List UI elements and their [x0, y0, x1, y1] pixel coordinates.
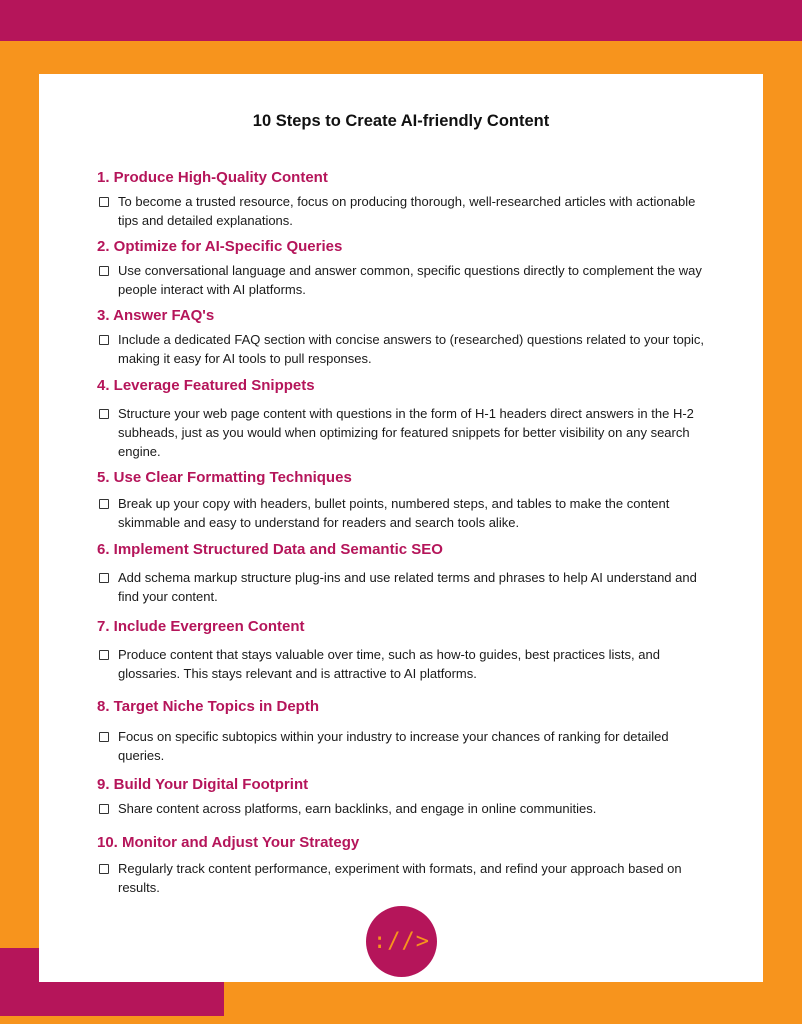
checkbox-icon: [99, 335, 109, 345]
checkbox-icon: [99, 864, 109, 874]
step-text: Include a dedicated FAQ section with concise answers to (researched) questions related to your topic, making it easy for AI tools to pull responses.: [118, 332, 705, 366]
step-heading: 5. Use Clear Formatting Techniques: [97, 469, 352, 486]
checkbox-icon: [99, 573, 109, 583]
checkbox-icon: [99, 499, 109, 509]
step-item: [97, 727, 707, 765]
step-text: Add schema markup structure plug-ins and use related terms and phrases to help AI understand and find your content.: [118, 570, 697, 604]
step-4: [97, 376, 707, 461]
step-item: [97, 568, 707, 606]
step-1: [97, 168, 707, 230]
step-item: [97, 799, 707, 818]
code-logo-icon: [366, 906, 437, 977]
step-text: Use conversational language and answer common, specific questions directly to complement the way people interact with AI platforms.: [118, 263, 702, 297]
step-text: To become a trusted resource, focus on producing thorough, well-researched articles with actionable tips and detailed explanations.: [118, 194, 696, 228]
step-text: Break up your copy with headers, bullet points, numbered steps, and tables to make the content skimmable and easy to understand for readers and search tools alike.: [118, 496, 670, 530]
step-6: [97, 540, 707, 606]
step-5: [97, 468, 707, 532]
step-text: Focus on specific subtopics within your industry to increase your chances of ranking for detailed queries.: [118, 729, 669, 763]
step-8: [97, 697, 707, 765]
step-heading: 10. Monitor and Adjust Your Strategy: [97, 834, 360, 851]
step-heading: 9. Build Your Digital Footprint: [97, 776, 309, 793]
step-text: Structure your web page content with questions in the form of H-1 headers direct answers in the H-2 subheads, just as you would when optimizing for featured snippets for better visibility on any search engine.: [118, 406, 694, 459]
step-10: [97, 833, 707, 897]
step-item: [97, 330, 707, 368]
step-heading: 4. Leverage Featured Snippets: [97, 377, 315, 394]
checkbox-icon: [99, 197, 109, 207]
top-magenta-band: [0, 0, 802, 41]
step-7: [97, 617, 707, 683]
page-title: 10 Steps to Create AI-friendly Content: [252, 112, 550, 130]
checkbox-icon: [99, 650, 109, 660]
step-text: Share content across platforms, earn backlinks, and engage in online communities.: [118, 801, 597, 816]
step-item: [97, 494, 707, 532]
step-heading: 3. Answer FAQ's: [97, 307, 215, 324]
step-text: Produce content that stays valuable over time, such as how-to guides, best practices lists, and glossaries. This stays relevant and is attractive to AI platforms.: [118, 647, 660, 681]
step-item: [97, 645, 707, 683]
step-text: Regularly track content performance, experiment with formats, and refind your approach based on results.: [118, 861, 682, 895]
step-3: [97, 306, 707, 368]
content-card: [39, 74, 763, 982]
step-heading: 8. Target Niche Topics in Depth: [97, 698, 319, 715]
step-item: [97, 261, 707, 299]
step-item: [97, 859, 707, 897]
step-heading: 7. Include Evergreen Content: [97, 618, 305, 635]
checkbox-icon: [99, 409, 109, 419]
step-heading: 6. Implement Structured Data and Semantic SEO: [97, 541, 443, 558]
step-item: [97, 192, 707, 230]
step-2: [97, 237, 707, 299]
step-heading: 1. Produce High-Quality Content: [97, 169, 328, 186]
logo-glyph: ://>: [373, 929, 430, 954]
step-item: [97, 404, 707, 461]
checkbox-icon: [99, 266, 109, 276]
checkbox-icon: [99, 804, 109, 814]
step-9: [97, 775, 707, 818]
step-heading: 2. Optimize for AI-Specific Queries: [97, 238, 343, 255]
checkbox-icon: [99, 732, 109, 742]
